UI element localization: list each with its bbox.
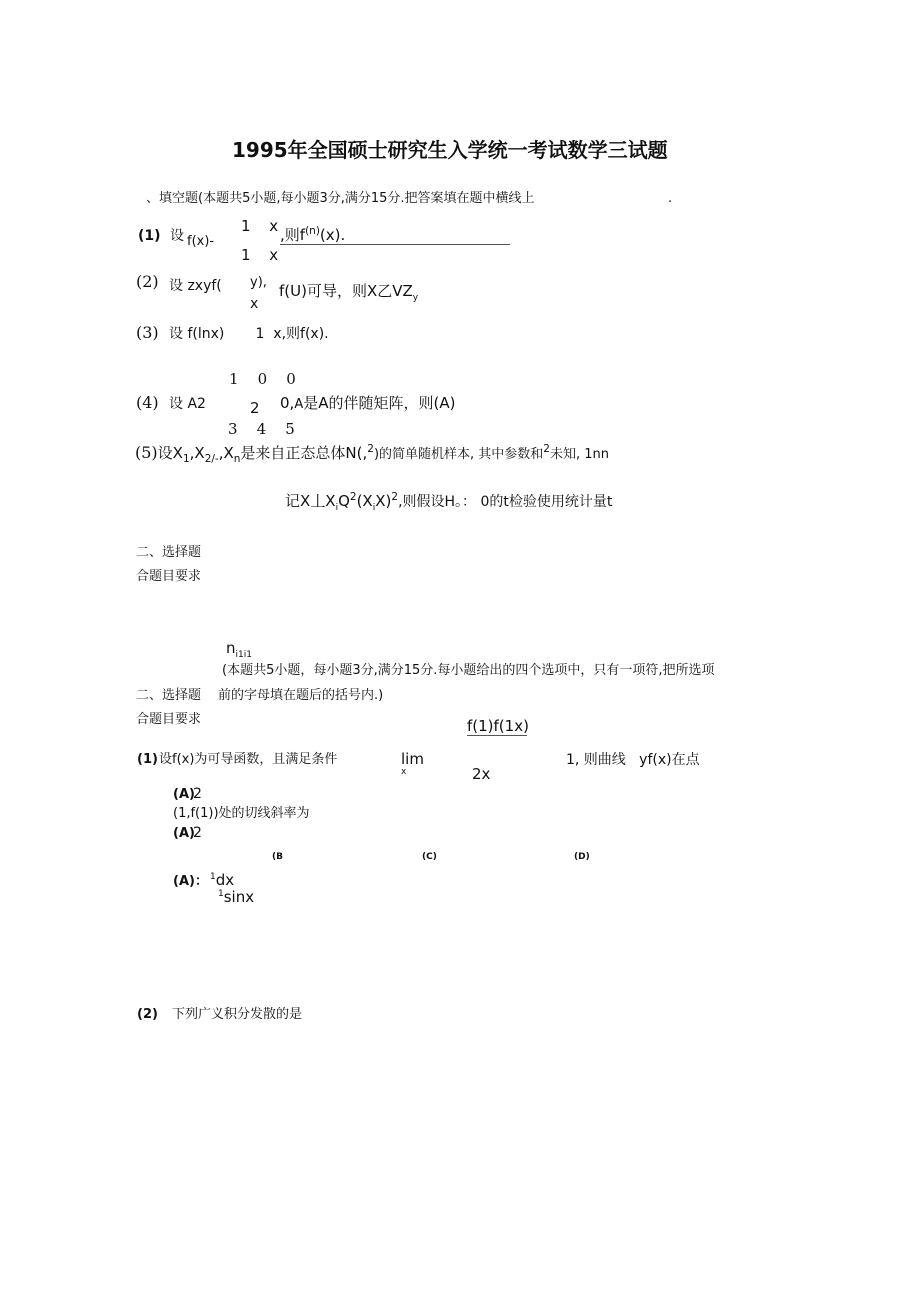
question-text: ,X bbox=[218, 444, 234, 462]
question-text: (x). bbox=[319, 226, 346, 244]
matrix-row-2-entry: 2 bbox=[250, 399, 260, 417]
superscript: 1 bbox=[218, 889, 224, 899]
limit-numerator: f(1)f(1x) bbox=[467, 717, 529, 735]
question-text: f(U)可导，则X乙VZ bbox=[279, 282, 413, 300]
section-heading-rest: 前的字母填在题后的括号内.) bbox=[218, 688, 384, 703]
section-heading-fill-in: 、填空题(本题共5小题,每小题3分,满分15分.把答案填在题中横线上 bbox=[146, 191, 535, 206]
superscript: 1 bbox=[210, 872, 216, 882]
subscript: 1 bbox=[182, 453, 190, 465]
question-label: (1) bbox=[137, 752, 158, 767]
fraction-denominator: 1 x bbox=[241, 246, 279, 264]
section-subheading: 合题目要求 bbox=[136, 569, 202, 584]
integral-text: dx bbox=[215, 871, 235, 889]
limit-symbol: lim bbox=[401, 750, 424, 768]
question-text: )的简单随机样本, 其中参数和 bbox=[373, 447, 544, 462]
fraction-top: y), bbox=[250, 275, 267, 290]
page-title: 1995年全国硕士研究生入学统一考试数学三试题 bbox=[232, 138, 668, 162]
matrix-row-1: 1 0 0 bbox=[229, 370, 296, 388]
integral-text: sinx bbox=[223, 888, 255, 906]
question-text: 设X bbox=[157, 444, 183, 462]
question-label: (3) bbox=[136, 323, 159, 342]
statistic-text: X) bbox=[375, 492, 392, 510]
option-a-label: (A)： bbox=[173, 874, 208, 889]
limit-denominator: 2x bbox=[472, 765, 491, 783]
sum-index-n: n bbox=[226, 639, 236, 657]
option-a-value: 2 bbox=[193, 825, 202, 841]
option-a-label: (A) bbox=[173, 826, 195, 841]
subscript: i bbox=[372, 503, 376, 513]
matrix-row-3: 3 4 5 bbox=[228, 420, 295, 438]
subscript: i bbox=[335, 503, 339, 513]
question-text: 设 bbox=[170, 228, 184, 244]
section-heading-end: . bbox=[668, 191, 673, 206]
question-text: 设 A2 bbox=[169, 396, 206, 412]
statistic-text: 记X丄X bbox=[285, 492, 336, 510]
question-text: 是A的伴随矩阵，则(A) bbox=[303, 394, 456, 412]
answer-blank-line bbox=[280, 244, 510, 245]
question-text: 设f(x)为可导函数，且满足条件 bbox=[159, 752, 338, 767]
superscript: 2 bbox=[349, 491, 357, 503]
question-label: (4) bbox=[136, 393, 159, 412]
option-a-value: 2 bbox=[193, 786, 202, 802]
question-text: 未知, 1nn bbox=[549, 447, 609, 462]
section-heading-choice: 二、选择题 bbox=[136, 688, 202, 703]
function-label: f(x)- bbox=[187, 234, 215, 249]
subscript: i1i1 bbox=[235, 650, 252, 660]
fraction-bottom: x bbox=[250, 296, 259, 312]
subscript: 2/- bbox=[204, 453, 219, 465]
statistic-text: (X bbox=[356, 492, 373, 510]
superscript: 2 bbox=[391, 491, 399, 503]
section-heading-choice: 二、选择题 bbox=[136, 545, 202, 560]
question-text: 设 zxyf( bbox=[169, 278, 222, 294]
question-label: (1) bbox=[138, 228, 161, 244]
fraction-numerator: 1 x bbox=[241, 217, 279, 235]
adjoint-symbol: A bbox=[294, 397, 304, 412]
superscript: 2 bbox=[543, 443, 550, 455]
option-d-label: (D) bbox=[574, 852, 590, 862]
option-a-label: (A) bbox=[173, 787, 195, 802]
question-text: 下列广义积分发散的是 bbox=[172, 1007, 303, 1022]
statistic-text: Q bbox=[338, 492, 350, 510]
superscript: (n) bbox=[305, 225, 320, 237]
subscript: y bbox=[412, 293, 419, 303]
statistic-text: ,则假设H。： 0的t检验使用统计量t bbox=[398, 494, 613, 510]
subscript: n bbox=[233, 453, 241, 465]
limit-variable: x bbox=[401, 767, 407, 777]
section-intro: (本题共5小题，每小题3分,满分15分.每小题给出的四个选项中，只有一项符,把所选项 bbox=[222, 663, 715, 678]
question-label: (2) bbox=[137, 1007, 158, 1022]
matrix-row-2-entry: 0, bbox=[280, 394, 295, 412]
superscript: 2 bbox=[367, 443, 374, 455]
option-c-label: (C) bbox=[422, 852, 437, 862]
question-3-text: 设 f(lnx) 1 x,则f(x). bbox=[169, 326, 329, 342]
question-text: 是来自正态总体N(, bbox=[240, 444, 368, 462]
question-text: ,则f bbox=[280, 226, 306, 244]
option-b-label: (B bbox=[272, 852, 283, 862]
question-text: 1, 则曲线 yf(x)在点 bbox=[566, 752, 700, 768]
question-label: (2) bbox=[136, 272, 159, 291]
question-label: (5) bbox=[135, 443, 158, 462]
fraction-bar bbox=[467, 735, 527, 736]
point-text: (1,f(1))处的切线斜率为 bbox=[173, 806, 310, 821]
question-text: ,X bbox=[189, 444, 205, 462]
section-subheading: 合题目要求 bbox=[136, 712, 202, 727]
